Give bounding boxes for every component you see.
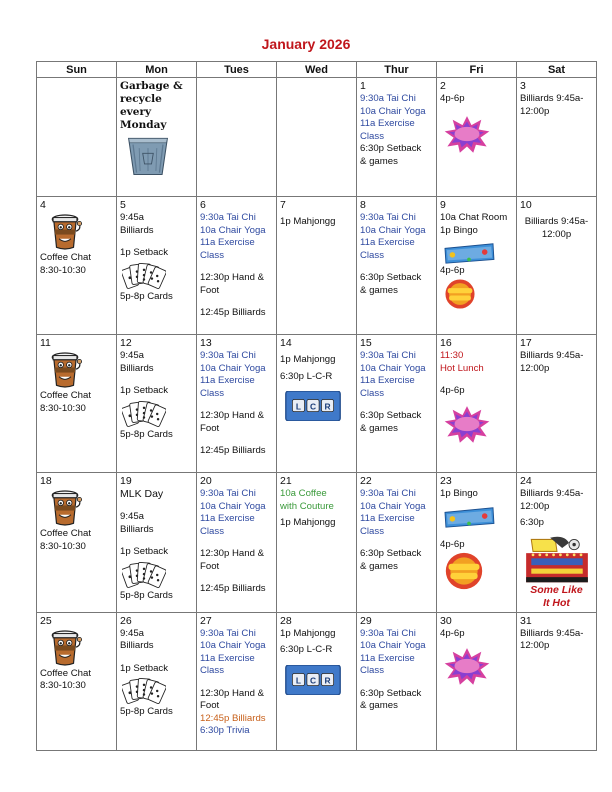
day-number: 17 — [520, 337, 532, 349]
day-number: 28 — [280, 614, 292, 627]
happy-hour-icon — [442, 404, 492, 444]
event-lcr: 6:30p L-C-R — [280, 644, 333, 655]
day-cell-29 — [357, 612, 437, 750]
day-number: 13 — [200, 337, 212, 349]
day-number: 7 — [280, 199, 286, 211]
event-billiards: Billiards 9:45a- 12:00p — [520, 627, 584, 651]
event-setback: 1p Setback — [120, 662, 169, 674]
day-number: 24 — [520, 475, 532, 487]
event-mahjongg: 1p Mahjongg — [280, 216, 336, 227]
day-cell-18 — [37, 473, 117, 613]
event-chat-room-bingo: 10a Chat Room 1p Bingo — [440, 212, 508, 236]
event-setback: 6:30p Setback & games — [360, 687, 422, 711]
event-exercise-block: 9:30a Tai Chi 10a Chair Yoga 11a Exercise Class — [360, 488, 426, 537]
day-number: 20 — [200, 475, 212, 487]
day-cell-21 — [277, 473, 357, 613]
event-exercise-block: 9:30a Tai Chi 10a Chair Yoga 11a Exercise Class — [200, 488, 266, 537]
movie-theater-icon — [524, 536, 590, 584]
week-row — [37, 197, 597, 335]
week-row — [37, 78, 597, 197]
event-happy-hour-time: 4p-6p — [440, 385, 465, 396]
event-billiards: 12:45p Billiards — [200, 583, 266, 594]
calendar-grid — [36, 61, 597, 751]
coffee-cup-mascot-icon — [48, 628, 82, 668]
event-setback: 6:30p Setback & games — [360, 272, 422, 296]
happy-hour-icon — [442, 278, 478, 310]
event-exercise-block: 9:30a Tai Chi 10a Chair Yoga 11a Exercise Class — [360, 93, 426, 142]
garbage-notice: Garbage & recycle every Monday — [120, 80, 183, 131]
event-cards: 5p-8p Cards — [120, 706, 173, 717]
day-cell-23 — [437, 473, 517, 613]
day-number: 5 — [120, 199, 126, 211]
weekday-header-fri: Fri — [437, 62, 517, 78]
event-movie-time: 6:30p — [520, 517, 545, 528]
happy-hour-icon — [442, 551, 486, 591]
bingo-icon — [441, 505, 497, 529]
event-happy-hour-time: 4p-6p — [440, 627, 465, 639]
event-setback: 6:30p Setback & games — [360, 143, 422, 167]
day-cell-1 — [357, 78, 437, 197]
event-billiards: 12:45p Billiards — [200, 307, 266, 318]
lcr-dice-game-icon — [284, 665, 342, 695]
event-billiards: Billiards 9:45a- 12:00p — [520, 93, 584, 117]
day-number: 27 — [200, 614, 212, 627]
event-coffee-chat: Coffee Chat 8:30-10:30 — [40, 252, 92, 276]
day-cell-20 — [197, 473, 277, 613]
week-row — [37, 473, 597, 613]
event-exercise-block: 9:30a Tai Chi 10a Chair Yoga 11a Exercise Class — [200, 627, 266, 676]
event-bingo: 1p Bingo — [440, 488, 478, 499]
coffee-cup-mascot-icon — [48, 350, 82, 390]
event-mahjongg: 1p Mahjongg — [280, 517, 336, 528]
weekday-header-mon: Mon — [117, 62, 197, 78]
day-number: 10 — [520, 199, 532, 211]
event-setback: 1p Setback — [120, 385, 169, 396]
event-setback: 6:30p Setback & games — [360, 548, 422, 572]
weekday-header-tue: Tues — [197, 62, 277, 78]
day-cell-28 — [277, 612, 357, 750]
day-cell-22 — [357, 473, 437, 613]
event-hand-and-foot: 12:30p Hand & Foot — [200, 548, 265, 572]
day-number: 18 — [40, 475, 52, 487]
event-exercise-block: 9:30a Tai Chi 10a Chair Yoga 11a Exercise Class — [200, 212, 266, 261]
weekday-header-sat: Sat — [517, 62, 597, 78]
day-number: 30 — [440, 614, 452, 627]
day-cell-31 — [517, 612, 597, 750]
day-number: 25 — [40, 614, 52, 627]
event-cards: 5p-8p Cards — [120, 290, 173, 302]
event-cards: 5p-8p Cards — [120, 428, 173, 440]
day-cell-7 — [277, 197, 357, 335]
weekday-header-row — [37, 62, 597, 78]
day-number: 2 — [440, 80, 446, 92]
day-cell-9 — [437, 197, 517, 335]
event-trivia: 6:30p Trivia — [200, 725, 250, 736]
event-billiards: Billiards 9:45a- 12:00p — [524, 216, 589, 240]
day-cell-17 — [517, 335, 597, 473]
event-billiards: Billiards 9:45a- 12:00p — [520, 350, 584, 374]
event-setback: 6:30p Setback & games — [360, 410, 422, 434]
day-cell-30 — [437, 612, 517, 750]
event-billiards: 9:45a Billiards — [120, 627, 154, 651]
day-number: 3 — [520, 80, 526, 92]
day-cell-4 — [37, 197, 117, 335]
day-number: 1 — [360, 80, 366, 92]
day-cell-mon-notice — [117, 78, 197, 197]
playing-cards-icon — [122, 676, 166, 706]
day-cell-11 — [37, 335, 117, 473]
day-cell-8 — [357, 197, 437, 335]
event-mahjongg: 1p Mahjongg — [280, 627, 336, 639]
event-exercise-block: 9:30a Tai Chi 10a Chair Yoga 11a Exercise Class — [360, 212, 426, 261]
day-cell-empty — [277, 78, 357, 197]
weekday-header-sun: Sun — [37, 62, 117, 78]
event-mahjongg: 1p Mahjongg — [280, 354, 336, 365]
day-number: 16 — [440, 337, 452, 349]
calendar-title: January 2026 — [261, 36, 351, 52]
day-cell-19 — [117, 473, 197, 613]
event-billiards: 12:45p Billiards — [200, 445, 266, 456]
day-cell-6 — [197, 197, 277, 335]
event-hand-and-foot: 12:30p Hand & Foot — [200, 272, 265, 296]
event-billiards: 9:45a Billiards — [120, 511, 154, 535]
day-number: 4 — [40, 199, 46, 211]
day-cell-27 — [197, 612, 277, 750]
playing-cards-icon — [122, 399, 166, 429]
day-cell-14 — [277, 335, 357, 473]
event-setback: 1p Setback — [120, 247, 169, 258]
happy-hour-icon — [442, 646, 492, 686]
coffee-cup-mascot-icon — [48, 488, 82, 528]
day-number: 9 — [440, 199, 446, 211]
day-number: 19 — [120, 475, 132, 487]
bingo-icon — [441, 241, 497, 265]
trash-bin-icon — [126, 135, 170, 177]
day-number: 23 — [440, 475, 452, 487]
day-cell-empty — [197, 78, 277, 197]
event-happy-hour-time: 4p-6p — [440, 265, 465, 276]
event-coffee-chat: Coffee Chat 8:30-10:30 — [40, 390, 92, 414]
happy-hour-icon — [442, 114, 492, 154]
lcr-dice-game-icon — [284, 391, 342, 421]
playing-cards-icon — [122, 261, 166, 291]
day-number: 31 — [520, 614, 532, 627]
day-cell-3 — [517, 78, 597, 197]
day-number: 14 — [280, 337, 292, 349]
event-exercise-block: 9:30a Tai Chi 10a Chair Yoga 11a Exercise Class — [360, 350, 426, 399]
event-happy-hour-time: 4p-6p — [440, 93, 465, 104]
day-number: 22 — [360, 475, 372, 487]
day-number: 12 — [120, 337, 132, 349]
event-hand-and-foot: 12:30p Hand & Foot — [200, 410, 265, 434]
event-billiards: 12:45p Billiards — [200, 712, 266, 724]
day-number: 15 — [360, 337, 372, 349]
day-cell-24 — [517, 473, 597, 613]
day-cell-12 — [117, 335, 197, 473]
day-cell-25 — [37, 612, 117, 750]
day-cell-5 — [117, 197, 197, 335]
event-hot-lunch: 11:30 Hot Lunch — [440, 350, 484, 374]
weekday-header-wed: Wed — [277, 62, 357, 78]
event-exercise-block: 9:30a Tai Chi 10a Chair Yoga 11a Exercise Class — [200, 350, 266, 399]
day-cell-empty — [37, 78, 117, 197]
day-cell-2 — [437, 78, 517, 197]
event-cards: 5p-8p Cards — [120, 589, 173, 601]
day-cell-13 — [197, 335, 277, 473]
event-billiards: 9:45a Billiards — [120, 212, 154, 236]
holiday-label: MLK Day — [120, 488, 164, 500]
event-billiards: 9:45a Billiards — [120, 350, 154, 374]
event-coffee-with-couture: 10a Coffee with Couture — [280, 488, 334, 512]
coffee-cup-mascot-icon — [48, 212, 82, 252]
week-row — [37, 612, 597, 750]
event-lcr: 6:30p L-C-R — [280, 370, 333, 382]
day-number: 26 — [120, 614, 132, 627]
day-number: 11 — [40, 337, 51, 349]
day-number: 29 — [360, 614, 372, 627]
day-cell-10 — [517, 197, 597, 335]
playing-cards-icon — [122, 560, 166, 590]
day-cell-16 — [437, 335, 517, 473]
day-number: 21 — [280, 475, 292, 487]
day-cell-15 — [357, 335, 437, 473]
weekday-header-thu: Thur — [357, 62, 437, 78]
event-billiards: Billiards 9:45a- 12:00p — [520, 488, 584, 512]
movie-title: Some Like It Hot — [530, 583, 583, 609]
event-exercise-block: 9:30a Tai Chi 10a Chair Yoga 11a Exercise Class — [360, 627, 426, 676]
day-cell-26 — [117, 612, 197, 750]
day-number: 8 — [360, 199, 366, 211]
event-hand-and-foot: 12:30p Hand & Foot — [200, 687, 265, 711]
week-row — [37, 335, 597, 473]
event-coffee-chat: Coffee Chat 8:30-10:30 — [40, 667, 92, 691]
event-setback: 1p Setback — [120, 546, 169, 557]
day-number: 6 — [200, 199, 206, 211]
event-coffee-chat: Coffee Chat 8:30-10:30 — [40, 528, 92, 552]
event-happy-hour-time: 4p-6p — [440, 538, 465, 550]
